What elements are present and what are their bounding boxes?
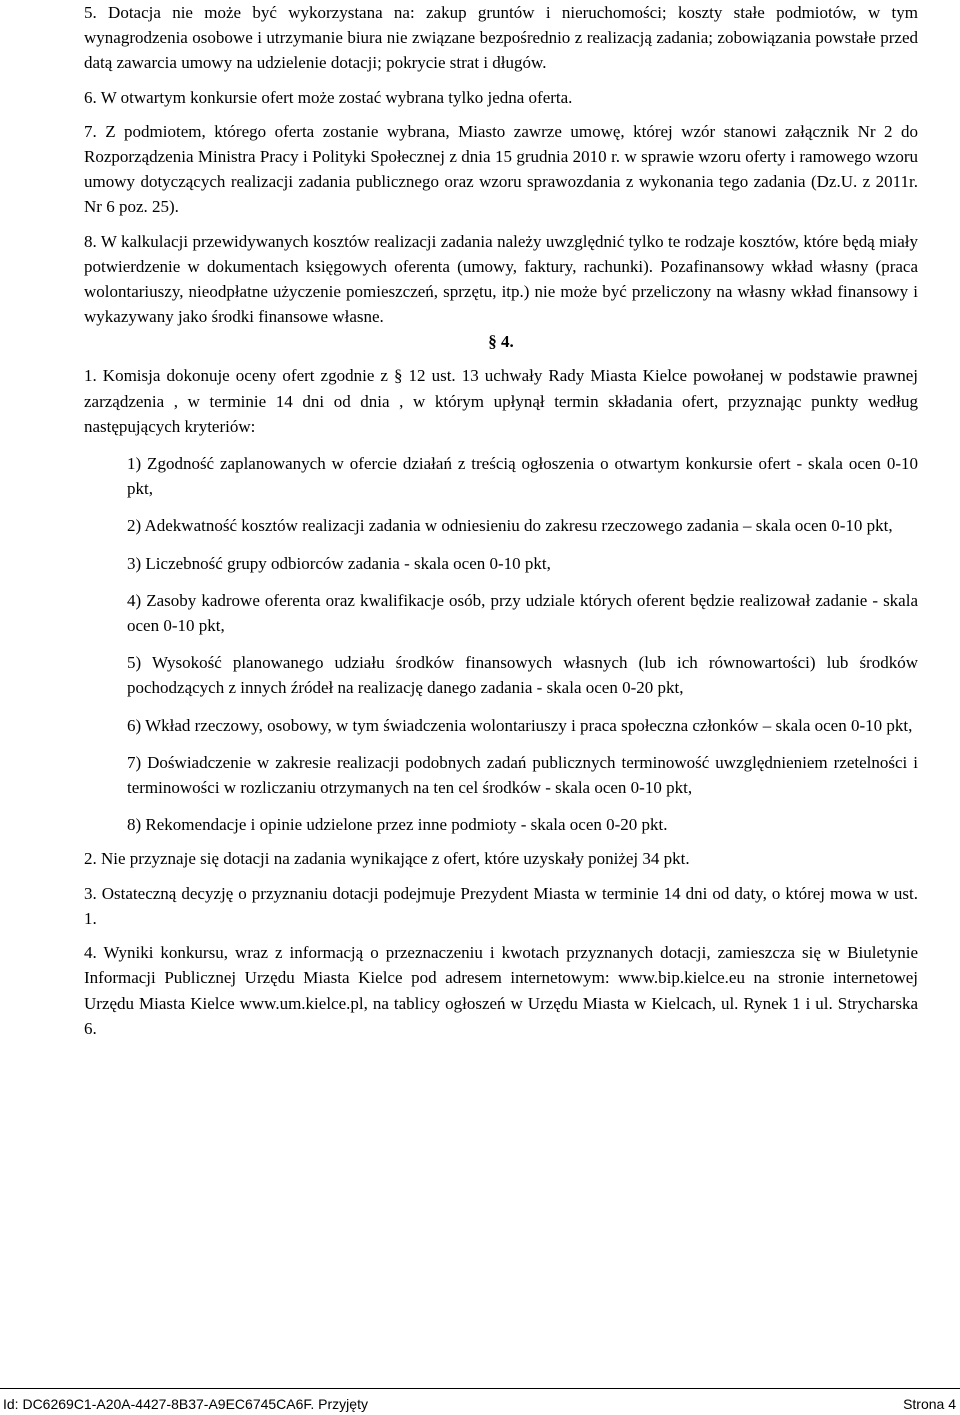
criterion-4: 4) Zasoby kadrowe oferenta oraz kwalifikacje osób, przy udziale których oferent będzie realizował zadanie - skala ocen 0-10 pkt, (127, 590, 918, 636)
paragraph-6: 6. W otwartym konkursie ofert może zostać wybrana tylko jedna oferta. (84, 87, 573, 107)
footer-document-id: Id: DC6269C1-A20A-4427-8B37-A9EC6745CA6F. Przyjęty (3, 1396, 368, 1412)
criterion-1: 1) Zgodność zaplanowanych w ofercie działań z treścią ogłoszenia o otwartym konkursie ofert - skala ocen 0-10 pkt, (127, 454, 918, 499)
criterion-3: 3) Liczebność grupy odbiorców zadania - skala ocen 0-10 pkt, (127, 553, 551, 573)
criterion-5: 5) Wysokość planowanego udziału środków finansowych własnych (lub ich równowartości) lub środków pochodzących z innych źródeł na realizację danego zadania - skala ocen 0-20 pkt, (127, 653, 918, 698)
document-page (84, 0, 918, 1041)
footer-divider (0, 1388, 960, 1389)
criteria-list (127, 451, 918, 837)
criterion-2: 2) Adekwatność kosztów realizacji zadania w odniesieniu do zakresu rzeczowego zadania – skala ocen 0-10 pkt, (127, 516, 893, 536)
paragraph-5: 5. Dotacja nie może być wykorzystana na: zakup gruntów i nieruchomości; koszty stałe podmiotów, w tym wynagrodzenia osobowe i utrzymanie biura nie związane bezpośrednio z realizacją zadania; zobowiązania powstałe przed datą zawarcia umowy na udzielenie dotacji; pokrycie strat i długów. (84, 3, 918, 73)
paragraph-7: 7. Z podmiotem, którego oferta zostanie wybrana, Miasto zawrze umowę, której wzór stanowi załącznik Nr 2 do Rozporządzenia Ministra Pracy i Polityki Społecznej z dnia 15 grudnia 2010 r. w sprawie wzoru oferty i ramowego wzoru umowy dotyczących realizacji zadania publicznego oraz wzoru sprawozdania z wykonania tego zadania (Dz.U. z 2011r. Nr 6 poz. 25). (84, 121, 918, 217)
paragraph-8: 8. W kalkulacji przewidywanych kosztów realizacji zadania należy uwzględnić tylko te rodzaje kosztów, które będą miały potwierdzenie w dokumentach księgowych oferenta (umowy, faktury, rachunki). Pozafinansowy wkład własny (praca wolontariuszy, nieodpłatne użyczenie pomieszczeń, sprzętu, itp.) nie może być przeliczony na własny wkład finansowy i wykazywany jako środki finansowe własne. (84, 231, 918, 327)
criterion-7: 7) Doświadczenie w zakresie realizacji podobnych zadań publicznych terminowość uwzględnieniem rzetelności i terminowości w rozliczaniu otrzymanych na ten cel środków - skala ocen 0-10 pkt, (127, 752, 918, 798)
section-heading: § 4. (488, 332, 514, 352)
item-2: 2. Nie przyznaje się dotacji na zadania wynikające z ofert, które uzyskały poniżej 34 pkt. (84, 849, 690, 869)
item-1: 1. Komisja dokonuje oceny ofert zgodnie z § 12 ust. 13 uchwały Rady Miasta Kielce powołanej w podstawie prawnej zarządzenia , w terminie 14 dni od dnia , w którym upłynął termin składania ofert, przyznając punkty według następujących kryteriów: (84, 366, 918, 436)
footer-page-number: Strona 4 (903, 1396, 956, 1412)
item-4: 4. Wyniki konkursu, wraz z informacją o przeznaczeniu i kwotach przyznanych dotacji, zamieszcza się w Biuletynie Informacji Publicznej Urzędu Miasta Kielce pod adresem internetowym: www.bip.kielce.eu na stronie internetowej Urzędu Miasta Kielce www.um.kielce.pl, na tablicy ogłoszeń w Urzędu Miasta w Kielcach, ul. Rynek 1 i ul. Strycharska 6. (84, 943, 918, 1038)
criterion-8: 8) Rekomendacje i opinie udzielone przez inne podmioty - skala ocen 0-20 pkt. (127, 815, 668, 835)
criterion-6: 6) Wkład rzeczowy, osobowy, w tym świadczenia wolontariuszy i praca społeczna członków – skala ocen 0-10 pkt, (127, 715, 913, 735)
item-3: 3. Ostateczną decyzję o przyznaniu dotacji podejmuje Prezydent Miasta w terminie 14 dni od daty, o której mowa w ust. 1. (84, 883, 918, 928)
